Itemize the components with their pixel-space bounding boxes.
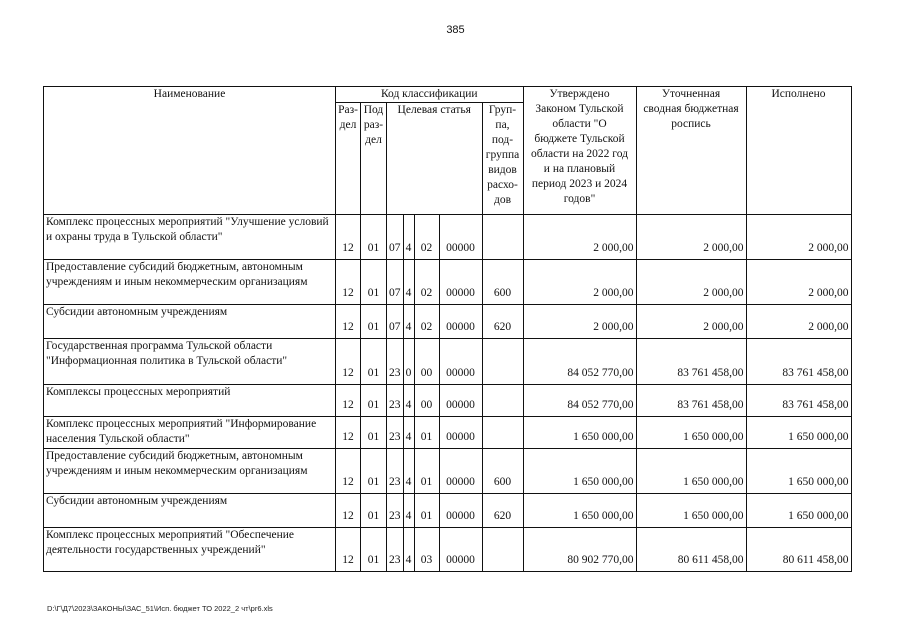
row-approved: 1 650 000,00	[523, 494, 636, 528]
row-expense-type	[482, 528, 523, 572]
row-target-complex: 02	[414, 215, 439, 260]
row-target-type: 4	[403, 449, 414, 494]
row-target-type: 4	[403, 528, 414, 572]
row-executed: 2 000,00	[746, 305, 851, 339]
row-target-program: 07	[387, 260, 404, 305]
row-expense-type: 620	[482, 494, 523, 528]
row-approved: 84 052 770,00	[523, 385, 636, 417]
row-target-program: 23	[387, 417, 404, 449]
row-razdel: 12	[336, 385, 361, 417]
row-target-type: 4	[403, 494, 414, 528]
row-name: Комплекс процессных мероприятий "Информирование населения Тульской области"	[44, 417, 336, 449]
row-podrazdel: 01	[361, 339, 387, 385]
row-executed: 80 611 458,00	[746, 528, 851, 572]
header-podrazdel: Под раз- дел	[361, 103, 387, 215]
row-podrazdel: 01	[361, 385, 387, 417]
row-executed: 83 761 458,00	[746, 385, 851, 417]
row-refined: 80 611 458,00	[636, 528, 746, 572]
row-target-direction: 00000	[439, 449, 482, 494]
row-approved: 2 000,00	[523, 215, 636, 260]
row-target-complex: 01	[414, 449, 439, 494]
row-target-program: 07	[387, 305, 404, 339]
row-name: Комплекс процессных мероприятий "Улучшение условий и охраны труда в Тульской области"	[44, 215, 336, 260]
table-body	[44, 215, 852, 572]
row-refined: 1 650 000,00	[636, 494, 746, 528]
row-target-complex: 02	[414, 305, 439, 339]
row-target-direction: 00000	[439, 305, 482, 339]
row-target-direction: 00000	[439, 417, 482, 449]
row-razdel: 12	[336, 494, 361, 528]
row-podrazdel: 01	[361, 528, 387, 572]
row-executed: 1 650 000,00	[746, 449, 851, 494]
row-refined: 2 000,00	[636, 215, 746, 260]
row-approved: 84 052 770,00	[523, 339, 636, 385]
row-target-direction: 00000	[439, 339, 482, 385]
row-name: Предоставление субсидий бюджетным, автономным учреждениям и иным некоммерческим организациям	[44, 260, 336, 305]
row-refined: 2 000,00	[636, 260, 746, 305]
row-approved: 2 000,00	[523, 305, 636, 339]
budget-table	[43, 86, 852, 572]
row-executed: 1 650 000,00	[746, 417, 851, 449]
row-name: Предоставление субсидий бюджетным, автономным учреждениям и иным некоммерческим организациям	[44, 449, 336, 494]
row-target-type: 4	[403, 417, 414, 449]
row-target-program: 23	[387, 494, 404, 528]
table-row	[44, 449, 852, 494]
header-code-classification: Код классификации	[336, 87, 524, 103]
row-executed: 2 000,00	[746, 215, 851, 260]
row-razdel: 12	[336, 305, 361, 339]
row-name: Комплекс процессных мероприятий "Обеспечение деятельности государственных учреждений"	[44, 528, 336, 572]
row-razdel: 12	[336, 528, 361, 572]
row-target-type: 4	[403, 260, 414, 305]
row-expense-type: 620	[482, 305, 523, 339]
row-target-complex: 01	[414, 494, 439, 528]
row-expense-type	[482, 215, 523, 260]
row-target-complex: 00	[414, 339, 439, 385]
row-target-direction: 00000	[439, 215, 482, 260]
row-target-complex: 02	[414, 260, 439, 305]
row-target-program: 23	[387, 385, 404, 417]
row-razdel: 12	[336, 339, 361, 385]
row-target-complex: 01	[414, 417, 439, 449]
header-razdel: Раз- дел	[336, 103, 361, 215]
row-target-direction: 00000	[439, 385, 482, 417]
row-target-type: 0	[403, 339, 414, 385]
row-name: Субсидии автономным учреждениям	[44, 305, 336, 339]
row-target-program: 07	[387, 215, 404, 260]
row-target-direction: 00000	[439, 494, 482, 528]
page-number: 385	[446, 24, 465, 36]
row-expense-type	[482, 339, 523, 385]
table-row	[44, 260, 852, 305]
row-razdel: 12	[336, 417, 361, 449]
footer-file-path: D:\Г\Д7\2023\ЗАКОНЫ\ЗАС_51\Исп. бюджет ТО 2022_2 чт\pr6.xls	[47, 604, 273, 613]
row-approved: 1 650 000,00	[523, 417, 636, 449]
row-target-type: 4	[403, 215, 414, 260]
row-expense-type	[482, 417, 523, 449]
row-razdel: 12	[336, 260, 361, 305]
header-name: Наименование	[44, 87, 336, 215]
row-name: Государственная программа Тульской области "Информационная политика в Тульской области"	[44, 339, 336, 385]
row-expense-type: 600	[482, 449, 523, 494]
row-executed: 83 761 458,00	[746, 339, 851, 385]
row-name: Комплексы процессных мероприятий	[44, 385, 336, 417]
row-expense-type	[482, 385, 523, 417]
row-target-direction: 00000	[439, 528, 482, 572]
row-executed: 1 650 000,00	[746, 494, 851, 528]
row-approved: 1 650 000,00	[523, 449, 636, 494]
row-podrazdel: 01	[361, 449, 387, 494]
row-podrazdel: 01	[361, 260, 387, 305]
row-podrazdel: 01	[361, 417, 387, 449]
row-refined: 83 761 458,00	[636, 339, 746, 385]
table-row	[44, 385, 852, 417]
row-target-type: 4	[403, 385, 414, 417]
row-name: Субсидии автономным учреждениям	[44, 494, 336, 528]
header-expense-type: Груп- па, под- группа видов расхо- дов	[482, 103, 523, 215]
row-approved: 80 902 770,00	[523, 528, 636, 572]
row-approved: 2 000,00	[523, 260, 636, 305]
row-target-direction: 00000	[439, 260, 482, 305]
row-target-program: 23	[387, 449, 404, 494]
row-podrazdel: 01	[361, 215, 387, 260]
row-refined: 2 000,00	[636, 305, 746, 339]
row-podrazdel: 01	[361, 494, 387, 528]
row-expense-type: 600	[482, 260, 523, 305]
row-target-complex: 00	[414, 385, 439, 417]
table-row	[44, 215, 852, 260]
header-refined: Уточненная сводная бюджетная роспись	[636, 87, 746, 215]
table-row	[44, 417, 852, 449]
row-podrazdel: 01	[361, 305, 387, 339]
row-refined: 1 650 000,00	[636, 417, 746, 449]
table-row	[44, 528, 852, 572]
row-target-complex: 03	[414, 528, 439, 572]
row-target-type: 4	[403, 305, 414, 339]
row-executed: 2 000,00	[746, 260, 851, 305]
row-razdel: 12	[336, 215, 361, 260]
row-razdel: 12	[336, 449, 361, 494]
table-row	[44, 305, 852, 339]
header-target-article: Целевая статья	[387, 103, 483, 215]
header-executed: Исполнено	[746, 87, 851, 215]
table-row	[44, 339, 852, 385]
row-target-program: 23	[387, 528, 404, 572]
table-row	[44, 494, 852, 528]
header-approved: Утверждено Законом Тульской области "О бюджете Тульской области на 2022 год и на плановый период 2023 и 2024 годов"	[523, 87, 636, 215]
row-target-program: 23	[387, 339, 404, 385]
row-refined: 83 761 458,00	[636, 385, 746, 417]
row-refined: 1 650 000,00	[636, 449, 746, 494]
